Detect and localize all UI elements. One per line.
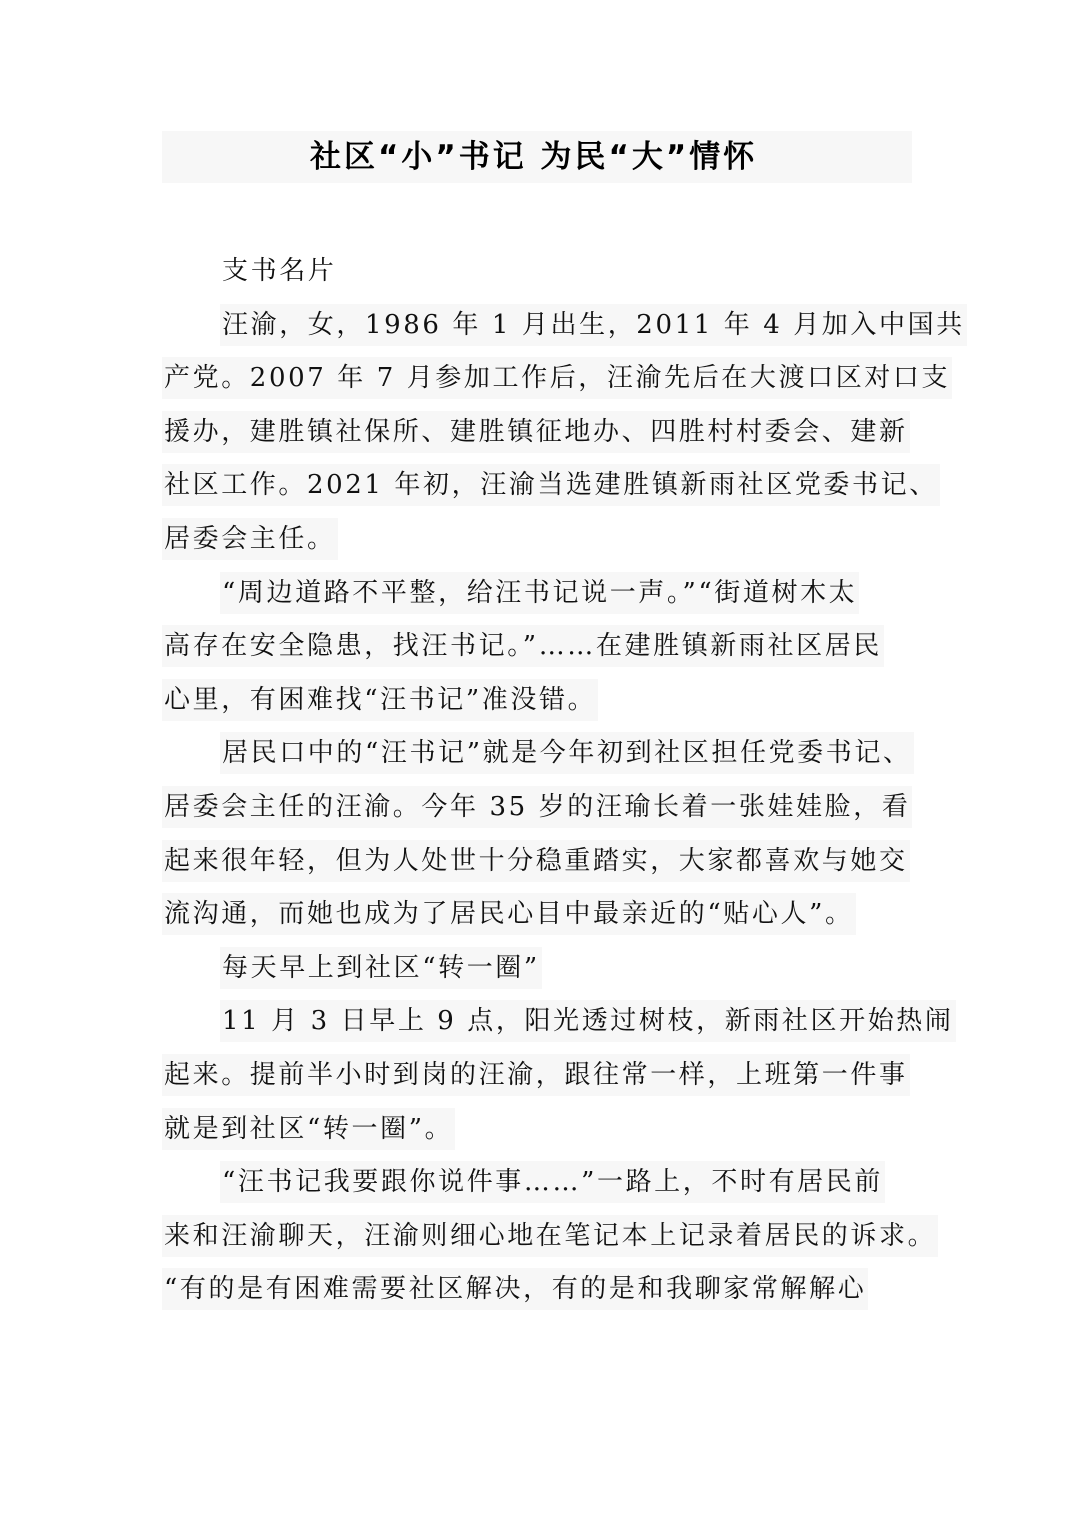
text-line: 居民口中的“汪书记”就是今年初到社区担任党委书记、 [220, 732, 914, 774]
section-heading-daily-round: 每天早上到社区“转一圈” [220, 947, 542, 989]
section-heading-profile: 支书名片 [222, 256, 337, 286]
text-line: 起来很年轻，但为人处世十分稳重踏实，大家都喜欢与她交 [162, 840, 910, 882]
text-line: 起来。提前半小时到岗的汪渝，跟往常一样，上班第一件事 [162, 1054, 910, 1096]
text-line: “周边道路不平整，给汪书记说一声。”“街道树木太 [220, 572, 859, 614]
text-line: 居委会主任的汪渝。今年 35 岁的汪瑜长着一张娃娃脸，看 [162, 786, 912, 828]
text-line: 就是到社区“转一圈”。 [162, 1108, 455, 1150]
text-line: 汪渝，女，1986 年 1 月出生，2011 年 4 月加入中国共 [220, 304, 967, 346]
text-line: 心里，有困难找“汪书记”准没错。 [162, 679, 598, 721]
text-line: 11 月 3 日早上 9 点，阳光透过树枝，新雨社区开始热闹 [220, 1000, 956, 1042]
text-line: 高存在安全隐患，找汪书记。”……在建胜镇新雨社区居民 [162, 625, 884, 667]
text-line: 社区工作。2021 年初，汪渝当选建胜镇新雨社区党委书记、 [162, 464, 940, 506]
text-line: 产党。2007 年 7 月参加工作后，汪渝先后在大渡口区对口支 [162, 357, 952, 399]
text-line: “有的是有困难需要社区解决，有的是和我聊家常解解心 [162, 1268, 868, 1310]
text-line: “汪书记我要跟你说件事……”一路上，不时有居民前 [220, 1161, 885, 1203]
text-line: 居委会主任。 [162, 518, 338, 560]
text-line: 援办，建胜镇社保所、建胜镇征地办、四胜村村委会、建新 [162, 411, 910, 453]
article-title: 社区“小”书记 为民“大”情怀 [310, 139, 758, 175]
text-line: 流沟通，而她也成为了居民心目中最亲近的“贴心人”。 [162, 893, 856, 935]
text-line: 来和汪渝聊天，汪渝则细心地在笔记本上记录着居民的诉求。 [162, 1215, 938, 1257]
